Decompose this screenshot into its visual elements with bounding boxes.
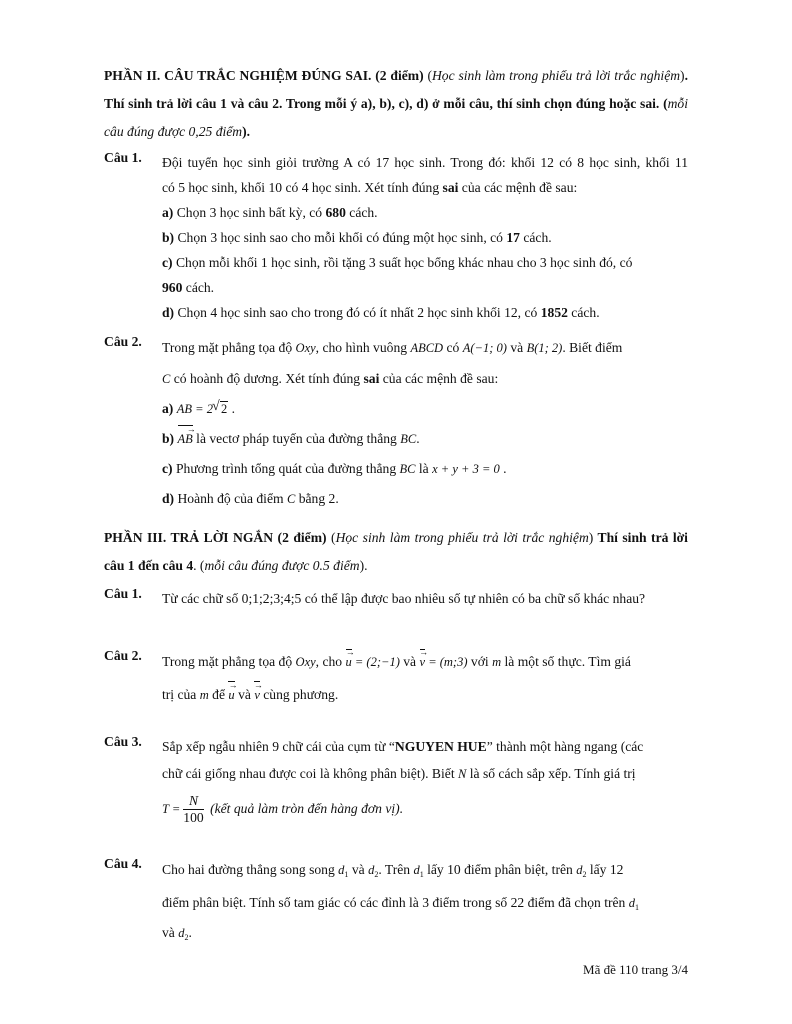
question-label: Câu 2. [104,648,142,663]
question-text: Từ các chữ số 0;1;2;3;4;5 có thể lập được bao nhiêu số tự nhiên có ba chữ số khác nhau? [162,591,646,606]
statement-a: a) Chọn 3 học sinh bất kỳ, có 680 cách. [162,205,378,220]
formula-line: T = $\frac{N}{100}$ (kết quả làm tròn đến hàng đơn vị). [162,793,404,826]
part2-rule: . Thí sinh trả lời câu 1 và câu 2. Trong mỗi ý a), b), c), d) ở mỗi câu, thí sinh chọn đúng hoặc sai. [104,68,688,111]
vector-u: → u [346,648,352,676]
part3-title: PHẦN III. TRẢ LỜI NGẮN (2 điểm) [104,530,327,545]
statement-d: d) Chọn 4 học sinh sao cho trong đó có ít nhất 2 học sinh khối 12, có 1852 cách. [162,305,600,320]
question-text: Trong mặt phẳng tọa độ Oxy, cho → u = (2;−1) và → v = (m;3) với m là một số thực. Tìm giá [162,648,688,680]
part2-heading: PHẦN II. CÂU TRẮC NGHIỆM ĐÚNG SAI. (2 điểm) (Học sinh làm trong phiếu trả lời trắc nghiệm). Thí sinh trả lời câu 1 và câu 2. Trong mỗi ý a), b), c), d) ở mỗi câu, thí sinh chọn đúng hoặc sai. (mỗi câu đúng được 0,25 điểm). [104,68,688,139]
question-text: Trong mặt phẳng tọa độ Oxy, cho hình vuông ABCD có A(−1; 0) và B(1; 2). Biết điểm [162,340,623,355]
question-text: chữ cái giống nhau được coi là không phân biệt). Biết N là số cách sắp xếp. Tính giá trị [162,766,636,781]
fraction: $\frac{N}{100}$ [183,793,204,826]
question-label: Câu 4. [104,856,142,871]
question-label: Câu 2. [104,334,142,349]
statement-a: a) AB = 2√ 2 . [162,394,688,424]
part3-heading: PHẦN III. TRẢ LỜI NGẮN (2 điểm) (Học sinh làm trong phiếu trả lời trắc nghiệm) Thí sinh trả lời câu 1 đến câu 4. (mỗi câu đúng được 0.5 điểm). [104,530,688,573]
statement-c: c) Phương trình tổng quát của đường thẳng BC là x + y + 3 = 0 . [162,461,507,476]
question-text: có 5 học sinh, khối 10 có 4 học sinh. Xét tính đúng sai của các mệnh đề sau: [162,180,578,195]
part2-instruction: Học sinh làm trong phiếu trả lời trắc nghiệm [431,68,681,83]
statement-c: c) Chọn mỗi khối 1 học sinh, rồi tặng 3 suất học bổng khác nhau cho 3 học sinh đó, có [162,255,633,270]
question-text: Sắp xếp ngẫu nhiên 9 chữ cái của cụm từ “NGUYEN HUE” thành một hàng ngang (các [162,739,644,754]
question-text: và $d_2$. [162,925,192,942]
vector-ab: → AB [178,424,193,454]
question-label: Câu 3. [104,734,142,749]
statement-b: b) Chọn 3 học sinh sao cho mỗi khối có đúng một học sinh, có 17 cách. [162,230,552,245]
question-text: Cho hai đường thẳng song song $d_1$ và $d_2$. Trên $d_1$ lấy 10 điểm phân biệt, trên $d_2$ lấy 12 [162,862,624,879]
question-text: trị của m để → u và → v cùng phương. [162,680,688,710]
part3-rule: Thí sinh trả lời câu 1 đến câu 4 [104,530,688,573]
question-label: Câu 1. [104,150,142,165]
statement-b: b) → AB là vectơ pháp tuyến của đường thẳng BC. [162,424,688,454]
page-footer: Mã đề 110 trang 3/4 [583,962,688,977]
question-text: điểm phân biệt. Tính số tam giác có các đỉnh là 3 điểm trong số 22 điểm đã chọn trên $d_1$ [162,895,639,912]
question-text: Đội tuyển học sinh giỏi trường A có 17 học sinh. Trong đó: khối 12 có 8 học sinh, khối 11 [162,155,688,170]
statement-d: d) Hoành độ của điểm C bằng 2. [162,491,339,506]
vector-v: → v [420,648,426,676]
question-label: Câu 1. [104,586,142,601]
statement-c-cont: 960 cách. [162,280,215,295]
part3-score-note: mỗi câu đúng được 0.5 điểm [204,558,360,573]
part3-instruction: Học sinh làm trong phiếu trả lời trắc nghiệm [335,530,589,545]
part2-title: PHẦN II. CÂU TRẮC NGHIỆM ĐÚNG SAI. (2 điểm) [104,68,424,83]
question-text: C có hoành độ dương. Xét tính đúng sai của các mệnh đề sau: [162,371,499,386]
square-root: √ 2 [213,394,228,424]
part2-score-note: mỗi câu đúng được 0,25 điểm [104,96,688,139]
